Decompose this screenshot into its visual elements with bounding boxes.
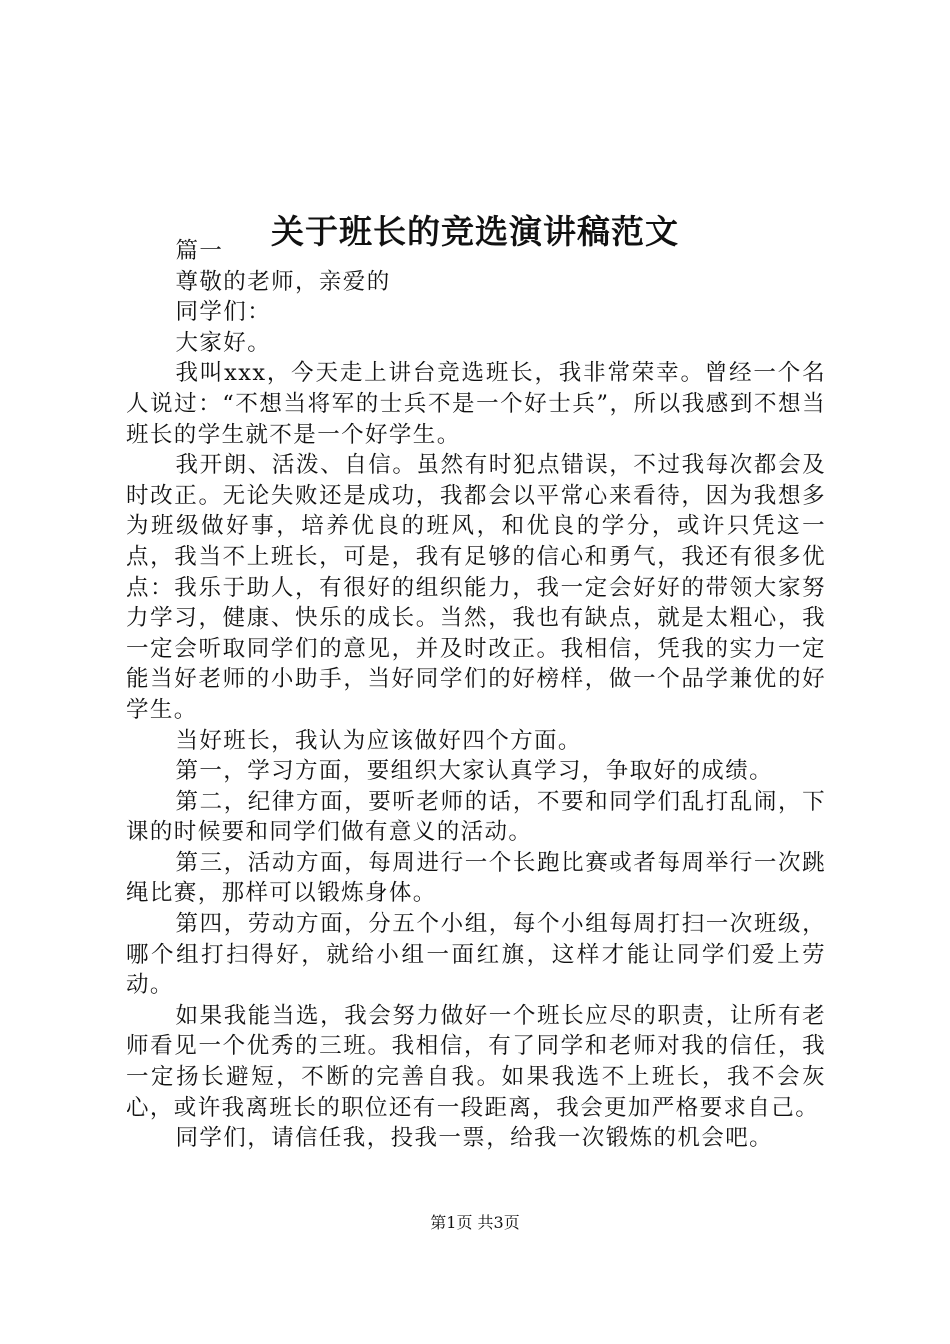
paragraph: 当好班长，我认为应该做好四个方面。 — [175, 727, 582, 754]
paragraph: 第二，纪律方面，要听老师的话，不要和同学们乱打乱闹，下课的时候要和同学们做有意义的活动。 — [126, 788, 826, 846]
paragraph: 同学们，请信任我，投我一票，给我一次锻炼的机会吧。 — [175, 1125, 774, 1152]
paragraph: 我开朗、活泼、自信。虽然有时犯点错误，不过我每次都会及时改正。无论失败还是成功，我都会以平常心来看待，因为我想多为班级做好事，培养优良的班风，和优良的学分，或许只凭这一点，我当不上班长，可是，我有足够的信心和勇气，我还有很多优点：我乐于助人，有很好的组织能力，我一定会好好的带领大家努力学习，健康、快乐的成长。当然，我也有缺点，就是太粗心，我一定会听取同学们的意见，并及时改正。我相信，凭我的实力一定能当好老师的小助手，当好同学们的好榜样，做一个品学兼优的好学生。 — [126, 452, 826, 723]
page-number-footer: 第1页 共3页 — [430, 1213, 520, 1232]
paragraph: 第一，学习方面，要组织大家认真学习，争取好的成绩。 — [175, 758, 774, 785]
paragraph: 大家好。 — [175, 329, 272, 356]
document-title: 关于班长的竞选演讲稿范文 — [271, 212, 679, 252]
paragraph: 我叫xxx，今天走上讲台竞选班长，我非常荣幸。曾经一个名人说过：“不想当将军的士兵不是一个好士兵”，所以我感到不想当班长的学生就不是一个好学生。 — [126, 360, 826, 448]
paragraph: 如果我能当选，我会努力做好一个班长应尽的职责，让所有老师看见一个优秀的三班。我相信，有了同学和老师对我的信任，我一定扬长避短，不断的完善自我。如果我选不上班长，我不会灰心，或许我离班长的职位还有一段距离，我会更加严格要求自己。 — [126, 1002, 826, 1121]
paragraph: 第三，活动方面，每周进行一个长跑比赛或者每周举行一次跳绳比赛，那样可以锻炼身体。 — [126, 849, 826, 907]
paragraph: 篇一 — [175, 238, 224, 264]
paragraph: 同学们： — [175, 299, 272, 326]
document-body — [126, 236, 826, 1154]
paragraph: 尊敬的老师，亲爱的 — [175, 268, 391, 295]
paragraph: 第四，劳动方面，分五个小组，每个小组每周打扫一次班级，哪个组打扫得好，就给小组一面红旗，这样才能让同学们爱上劳动。 — [126, 911, 826, 999]
